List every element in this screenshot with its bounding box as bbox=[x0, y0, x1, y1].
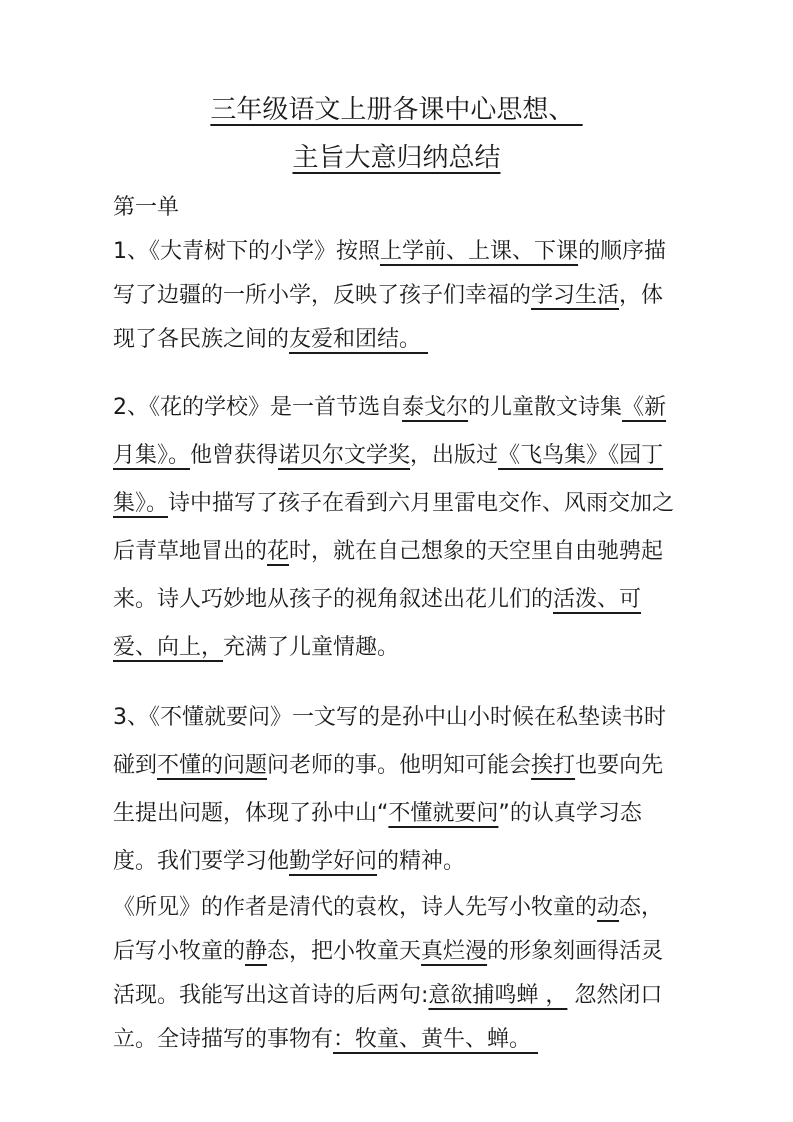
text-segment: 1、《大青树下的小学》按照 bbox=[113, 239, 380, 264]
text-segment: 的儿童散文诗集 bbox=[468, 395, 623, 420]
underlined-text: 学习生活 bbox=[531, 283, 620, 308]
underlined-text: 勤学好问 bbox=[289, 849, 378, 874]
text-segment: 问老师的事。他明知可能会 bbox=[267, 753, 532, 778]
text-segment: ”的认真学习态度。我们要学习他 bbox=[113, 801, 642, 874]
text-segment: 是一首节选自 bbox=[270, 395, 403, 420]
underlined-text: 动 bbox=[597, 895, 620, 920]
underlined-text: 主旨大意归纳总结 bbox=[292, 143, 501, 173]
doc-title-line-1 bbox=[113, 86, 680, 134]
paragraph-lesson-2 bbox=[113, 384, 680, 672]
doc-title-line-2 bbox=[113, 134, 680, 182]
underlined-text: 诺贝尔文学奖 bbox=[278, 443, 411, 468]
underlined-text: ：牧童、黄牛、蝉。 bbox=[333, 1027, 539, 1052]
underlined-text: 静 bbox=[245, 939, 268, 964]
text-segment: 态，后写小牧童的 bbox=[113, 895, 664, 964]
paragraph-suojian bbox=[113, 886, 680, 1062]
text-segment: 3、 bbox=[113, 705, 149, 730]
underlined-text: 友爱和团结。 bbox=[289, 327, 429, 352]
underlined-text: 花 bbox=[267, 539, 290, 564]
text-segment: 《不懂就要问》 bbox=[149, 705, 293, 730]
text-segment: 诗中描写了孩子在看到六月里雷电交作、风雨交加之后青草地冒出的 bbox=[113, 491, 675, 564]
underlined-text: 不懂的问题 bbox=[157, 753, 268, 778]
text-segment: 的顺序描写了边疆的一所小学，反映了孩子们幸福的 bbox=[113, 239, 667, 308]
text-segment: ，体现了各民族之间的 bbox=[113, 283, 664, 352]
text-segment: 时，就在自己想象的天空里自由驰骋起来。诗人巧妙地从孩子的视角叙述出花儿们的 bbox=[113, 539, 664, 612]
underlined-text: 《新月集》。 bbox=[113, 395, 667, 468]
underlined-text: 活泼、可爱、向上， bbox=[113, 587, 642, 660]
text-segment: 一文写的是孙中山小时候在私垫读书时碰到 bbox=[113, 705, 667, 778]
text-segment: 充满了儿童情趣。 bbox=[223, 635, 400, 660]
underlined-text: 上学前、上课、下课 bbox=[380, 239, 579, 264]
text-segment: 忽然闭口立。全诗描写的事物有 bbox=[113, 983, 663, 1052]
paragraph-lesson-3 bbox=[113, 694, 680, 886]
underlined-text: 三年级语文上册各课中心思想、 bbox=[210, 95, 583, 125]
text-segment: 的作者是清代的袁枚，诗人先写小牧童的 bbox=[201, 895, 598, 920]
paragraph-lesson-1 bbox=[113, 230, 680, 362]
text-segment: 的精神。 bbox=[377, 849, 466, 874]
text-segment: 也要向先生提出问题，体现了孙中山“ bbox=[113, 753, 664, 826]
text-segment: 他曾获得 bbox=[190, 443, 279, 468]
text-segment: 2、 bbox=[113, 395, 149, 420]
underlined-text: 真烂漫 bbox=[421, 939, 488, 964]
text-segment: 《所见》 bbox=[113, 895, 202, 920]
underlined-text: 《飞鸟集》《园丁集》。 bbox=[113, 443, 664, 516]
text-segment: 的形象刻画得活灵活现。我能写出这首诗的后两句: bbox=[113, 939, 664, 1008]
underlined-text: 挨打 bbox=[531, 753, 576, 778]
underlined-text: 泰戈尔 bbox=[402, 395, 469, 420]
text-segment: 态，把小牧童天 bbox=[267, 939, 422, 964]
underlined-text: 意欲捕鸣蝉 ， bbox=[428, 983, 568, 1008]
section-heading bbox=[113, 186, 680, 230]
underlined-text: 不懂就要问 bbox=[388, 801, 499, 826]
text-segment: ，出版过 bbox=[410, 443, 499, 468]
text-segment: 《花的学校》 bbox=[149, 395, 271, 420]
text-segment: 第一单 bbox=[113, 195, 180, 220]
